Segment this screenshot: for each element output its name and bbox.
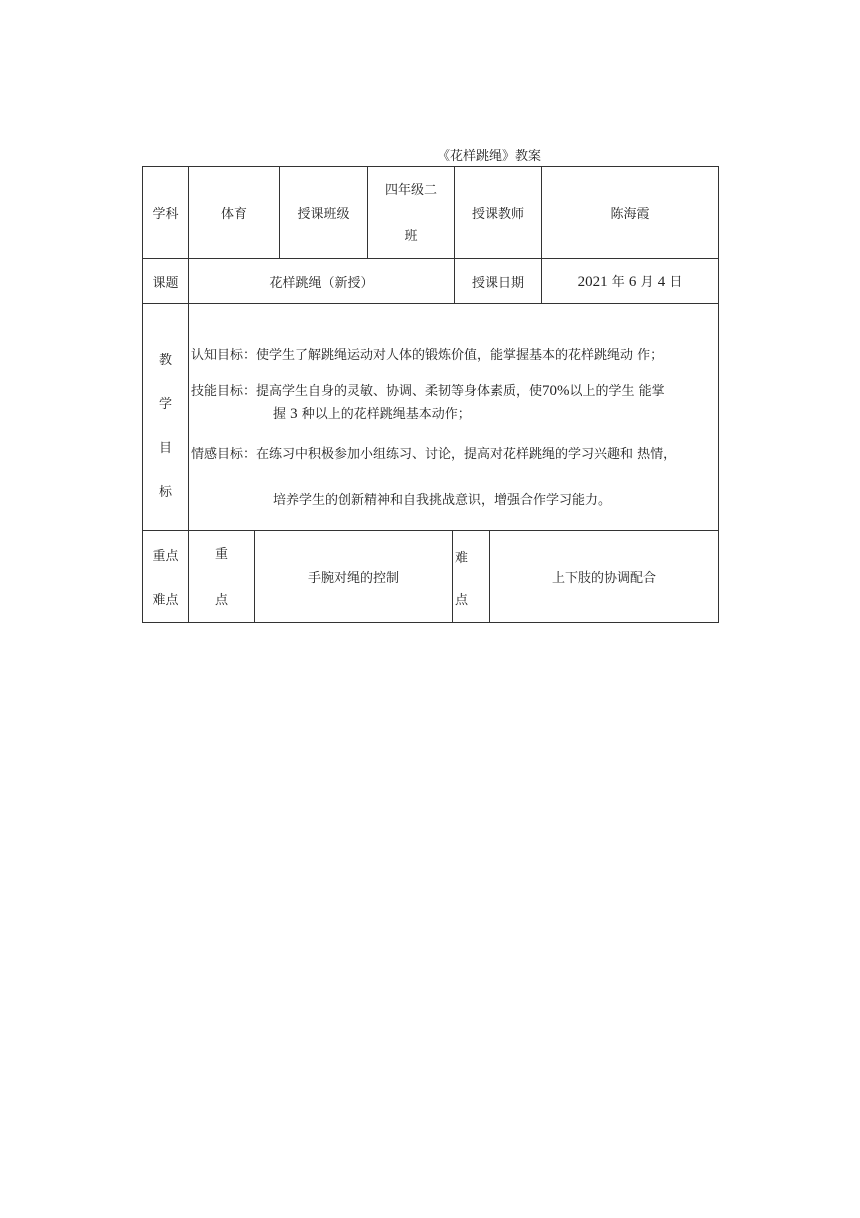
skill-goal-text-b: 以上的学生 能掌 (569, 384, 665, 399)
key-label-line2: 点 (214, 593, 228, 608)
date-year: 2021 (577, 274, 608, 290)
keypoints-label-line1: 重点 (152, 549, 179, 564)
difficult-label-cell (453, 531, 490, 623)
skill-goal-percent: 70% (542, 383, 570, 399)
goals-label-char-1: 教 (158, 353, 172, 368)
difficult-label-line2: 点 (455, 593, 469, 608)
subject-label-cell (143, 167, 189, 259)
page-title: 《花样跳绳》教案 (437, 149, 542, 164)
class-value-line2: 班 (404, 229, 418, 244)
skill-goal-count: 3 (290, 406, 298, 422)
skill-goal-line2 (273, 405, 471, 424)
teacher-label-cell (455, 167, 542, 259)
emotion-goal-line2: 培养学生的创新精神和自我挑战意识，增强合作学习能力。 (273, 493, 612, 508)
lesson-plan-table (142, 166, 719, 623)
goals-label-char-3: 目 (158, 441, 172, 456)
date-label: 授课日期 (471, 275, 524, 291)
subject-value: 体育 (220, 207, 247, 222)
topic-label: 课题 (152, 275, 179, 291)
key-label-line1: 重 (214, 547, 228, 562)
goals-content-cell (189, 304, 719, 531)
goals-label-cell (143, 304, 189, 531)
date-month-unit: 月 (640, 275, 654, 290)
class-value-line1: 四年级二 (384, 183, 437, 198)
class-value-cell (368, 167, 455, 259)
goals-label-char-2: 学 (158, 397, 172, 412)
date-day: 4 (657, 274, 666, 290)
subject-label: 学科 (152, 207, 179, 222)
class-label-cell (280, 167, 368, 259)
skill-goal-line2-text-a: 握 (273, 407, 287, 422)
skill-goal-text-a: 技能目标：提高学生自身的灵敏、协调、柔韧等身体素质，使 (191, 384, 543, 399)
key-value: 手腕对绳的控制 (307, 571, 399, 586)
date-year-unit: 年 (611, 275, 625, 290)
teacher-value-cell (542, 167, 719, 259)
date-value (578, 271, 683, 291)
difficult-value: 上下肢的协调配合 (551, 571, 656, 586)
date-month: 6 (628, 274, 637, 290)
date-day-unit: 日 (669, 275, 683, 290)
topic-label-cell (143, 259, 189, 304)
difficult-label-line1: 难 (455, 551, 469, 566)
skill-goal-line2-text-b: 种以上的花样跳绳基本动作； (301, 407, 471, 422)
subject-value-cell (189, 167, 280, 259)
class-label: 授课班级 (297, 207, 350, 222)
skill-goal-line1 (191, 382, 665, 401)
emotion-goal-line1: 情感目标：在练习中积极参加小组练习、讨论，提高对花样跳绳的学习兴趣和 热情， (191, 447, 677, 462)
topic-value: 花样跳绳（新授） (269, 275, 374, 291)
keypoints-label-line2: 难点 (152, 593, 179, 608)
teacher-value: 陈海霞 (610, 207, 650, 222)
cognitive-goal: 认知目标：使学生了解跳绳运动对人体的锻炼价值，能掌握基本的花样跳绳动 作； (191, 348, 664, 363)
keypoints-label-cell (143, 531, 189, 623)
date-value-cell (542, 259, 719, 304)
topic-value-cell (189, 259, 455, 304)
goals-label-char-4: 标 (158, 485, 172, 500)
date-label-cell (455, 259, 542, 304)
key-value-cell (255, 531, 453, 623)
difficult-value-cell (490, 531, 719, 623)
key-label-cell (189, 531, 255, 623)
teacher-label: 授课教师 (471, 207, 524, 222)
